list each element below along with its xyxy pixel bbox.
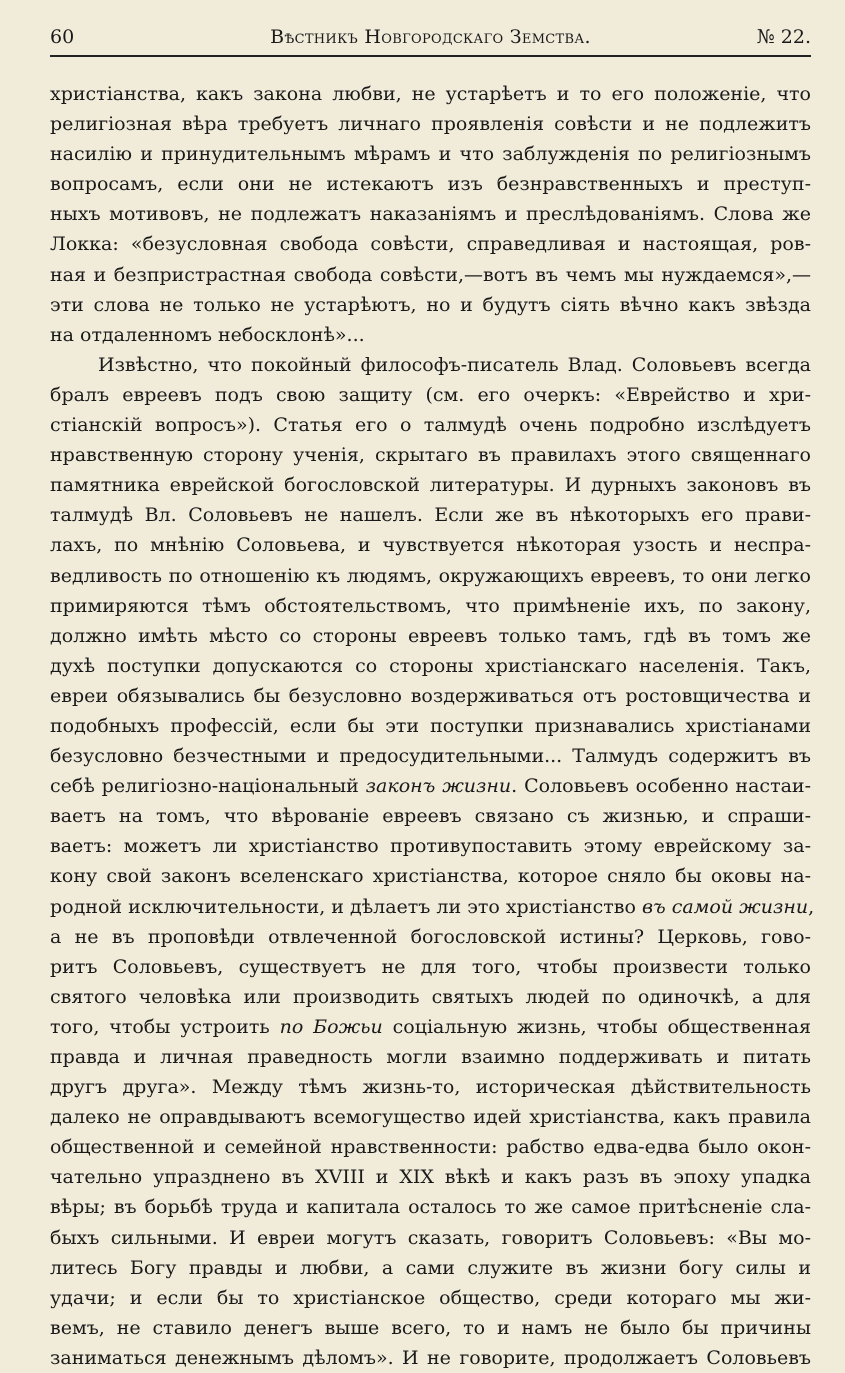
text-segment: должно имѣть мѣсто со стороны евреевъ только тамъ, гдѣ въ томъ же — [50, 624, 811, 647]
text-segment: далеко не оправдываютъ всемогущество идей христіанства, какъ правила — [50, 1106, 811, 1129]
text-segment: ная и безпристрастная свобода совѣсти,—вотъ въ чемъ мы нуждаемся»,— — [50, 263, 811, 286]
text-segment: Локка: «безусловная свобода совѣсти, справедливая и настоящая, ров- — [50, 233, 811, 256]
running-header — [50, 22, 811, 52]
text-segment: соціальную жизнь, чтобы общественная — [382, 1015, 811, 1038]
text-segment: насилію и принудительнымъ мѣрамъ и что заблужденія по религіознымъ — [50, 143, 811, 166]
text-segment: безусловно безчестными и предосудительными... Талмудъ содержитъ въ — [50, 745, 811, 768]
text-line — [50, 350, 811, 380]
italic-phrase: законъ жизни — [365, 775, 512, 798]
text-segment: ныхъ мотивовъ, не подлежатъ наказаніямъ и преслѣдованіямъ. Слова же — [50, 203, 811, 226]
text-segment: кону свой законъ вселенскаго христіанства, которое сняло бы оковы на- — [50, 865, 811, 888]
text-segment: евреи обязывались бы безусловно воздерживаться отъ ростовщичества и — [50, 684, 811, 707]
text-line — [50, 982, 811, 1012]
text-line — [50, 1042, 811, 1072]
text-line — [50, 410, 811, 440]
text-line — [50, 470, 811, 500]
text-line — [50, 109, 811, 139]
text-segment: . Соловьевъ особенно настаи- — [511, 775, 811, 798]
text-segment: талмудѣ Вл. Соловьевъ не нашелъ. Если же въ нѣкоторыхъ его прави- — [50, 504, 811, 527]
body-text — [50, 79, 815, 1373]
italic-phrase: по Божьи — [279, 1015, 383, 1038]
text-line — [50, 1253, 811, 1283]
text-line — [50, 952, 811, 982]
text-segment: ваетъ: можетъ ли христіанство противупоставить этому еврейскому за- — [50, 835, 811, 858]
text-segment: заниматься денежнымъ дѣломъ». И не говорите, продолжаетъ Соловьевъ — [50, 1346, 811, 1369]
text-segment: вѣры; въ борьбѣ труда и капитала осталось то же самое притѣсненіе сла- — [50, 1196, 811, 1219]
text-segment: вемъ, не ставило денегъ выше всего, то и намъ не было бы причины — [50, 1316, 811, 1339]
text-line — [50, 1343, 811, 1373]
text-segment: ведливость по отношенію къ людямъ, окружающихъ евреевъ, то они легко — [50, 564, 811, 587]
text-line — [50, 892, 815, 922]
text-line — [50, 199, 811, 229]
text-segment: религіозная вѣра требуетъ личнаго проявленія совѣсти и не подлежитъ — [50, 113, 811, 136]
text-line — [50, 500, 811, 530]
journal-title: Вѣстникъ Новгородскаго Земства. — [270, 26, 591, 48]
text-line — [50, 320, 811, 350]
text-segment: святого человѣка или производить святыхъ людей по одиночкѣ, а для — [50, 985, 811, 1008]
text-segment: нравственную сторону ученія, скрытаго въ правилахъ этого священнаго — [50, 444, 811, 467]
text-segment: литесь Богу правды и любви, а сами служите въ жизни богу силы и — [50, 1256, 811, 1279]
text-line — [50, 621, 811, 651]
text-segment: стіанскій вопросъ»). Статья его о талмудѣ очень подробно изслѣдуетъ — [50, 414, 811, 437]
text-segment: ваетъ на томъ, что вѣрованіе евреевъ связано съ жизнью, и спраши- — [50, 805, 811, 828]
text-line — [50, 741, 811, 771]
text-line — [50, 771, 811, 801]
text-line — [50, 79, 811, 109]
text-segment: себѣ религіозно-національный — [50, 775, 366, 798]
text-segment: христіанства, какъ закона любви, не устарѣетъ и то его положеніе, что — [50, 83, 811, 105]
text-segment: быхъ сильными. И евреи могутъ сказать, говоритъ Соловьевъ: «Вы мо- — [50, 1226, 811, 1249]
text-line — [50, 1283, 811, 1313]
text-segment: эти слова не только не устарѣютъ, но и будутъ сіять вѣчно какъ звѣзда — [50, 293, 811, 316]
text-line — [50, 922, 811, 952]
text-segment: чательно упразднено въ XVIII и XIX вѣкѣ и какъ разъ въ эпоху упадка — [50, 1166, 811, 1189]
text-line — [50, 440, 811, 470]
text-segment: памятника еврейской богословской литературы. И дурныхъ законовъ въ — [50, 474, 811, 497]
text-segment: духѣ поступки допускаются со стороны христіанскаго населенія. Такъ, — [50, 654, 811, 677]
text-line — [50, 1162, 811, 1192]
text-segment: общественной и семейной нравственности: рабство едва-едва было окон- — [50, 1136, 811, 1159]
text-line — [50, 1192, 811, 1222]
text-segment: , — [808, 895, 815, 918]
text-line — [50, 1132, 811, 1162]
text-line — [50, 139, 811, 169]
text-line — [50, 229, 811, 259]
text-line — [50, 380, 811, 410]
text-segment: вопросамъ, если они не истекаютъ изъ безнравственныхъ и преступ- — [50, 173, 811, 196]
text-segment: того, чтобы устроить — [50, 1015, 280, 1038]
text-line — [50, 169, 811, 199]
text-line — [50, 1313, 811, 1343]
issue-number: № 22. — [756, 26, 811, 48]
page-number: 60 — [50, 26, 75, 48]
text-line — [50, 801, 811, 831]
header-rule — [50, 55, 811, 57]
text-line — [50, 1223, 811, 1253]
text-line — [50, 290, 811, 320]
text-segment: примиряются тѣмъ обстоятельствомъ, что примѣненіе ихъ, по закону, — [50, 594, 811, 617]
text-line — [50, 861, 811, 891]
text-line — [50, 530, 811, 560]
text-segment: подобныхъ профессій, если бы эти поступки признавались христіанами — [50, 714, 811, 737]
text-line — [50, 591, 811, 621]
text-segment: бралъ евреевъ подъ свою защиту (см. его очеркъ: «Еврейство и хри- — [50, 383, 811, 406]
text-line — [50, 561, 811, 591]
text-line — [50, 681, 811, 711]
text-line — [50, 1072, 811, 1102]
text-line — [50, 1012, 811, 1042]
text-segment: ритъ Соловьевъ, существуетъ не для того, чтобы произвести только — [50, 955, 811, 978]
text-line — [50, 260, 811, 290]
text-segment: а не въ проповѣди отвлеченной богословской истины? Церковь, гово- — [50, 925, 811, 948]
text-segment: Извѣстно, что покойный философъ-писатель Влад. Соловьевъ всегда — [98, 353, 811, 376]
text-segment: на отдаленномъ небосклонѣ»... — [50, 323, 365, 346]
italic-phrase: въ самой жизни — [641, 895, 809, 918]
text-segment: удачи; и если бы то христіанское общество, среди котораго мы жи- — [50, 1286, 811, 1309]
text-segment: лахъ, по мнѣнію Соловьева, и чувствуется нѣкоторая узость и неспра- — [50, 534, 811, 557]
text-segment: правда и личная праведность могли взаимно поддерживать и питать — [50, 1046, 811, 1068]
text-line — [50, 711, 811, 741]
text-segment: другъ друга». Между тѣмъ жизнь-то, историческая дѣйствительность — [50, 1076, 811, 1099]
text-line — [50, 651, 811, 681]
text-line — [50, 831, 811, 861]
text-line — [50, 1102, 811, 1132]
text-segment: родной исключительности, и дѣлаетъ ли это христіанство — [50, 895, 642, 918]
